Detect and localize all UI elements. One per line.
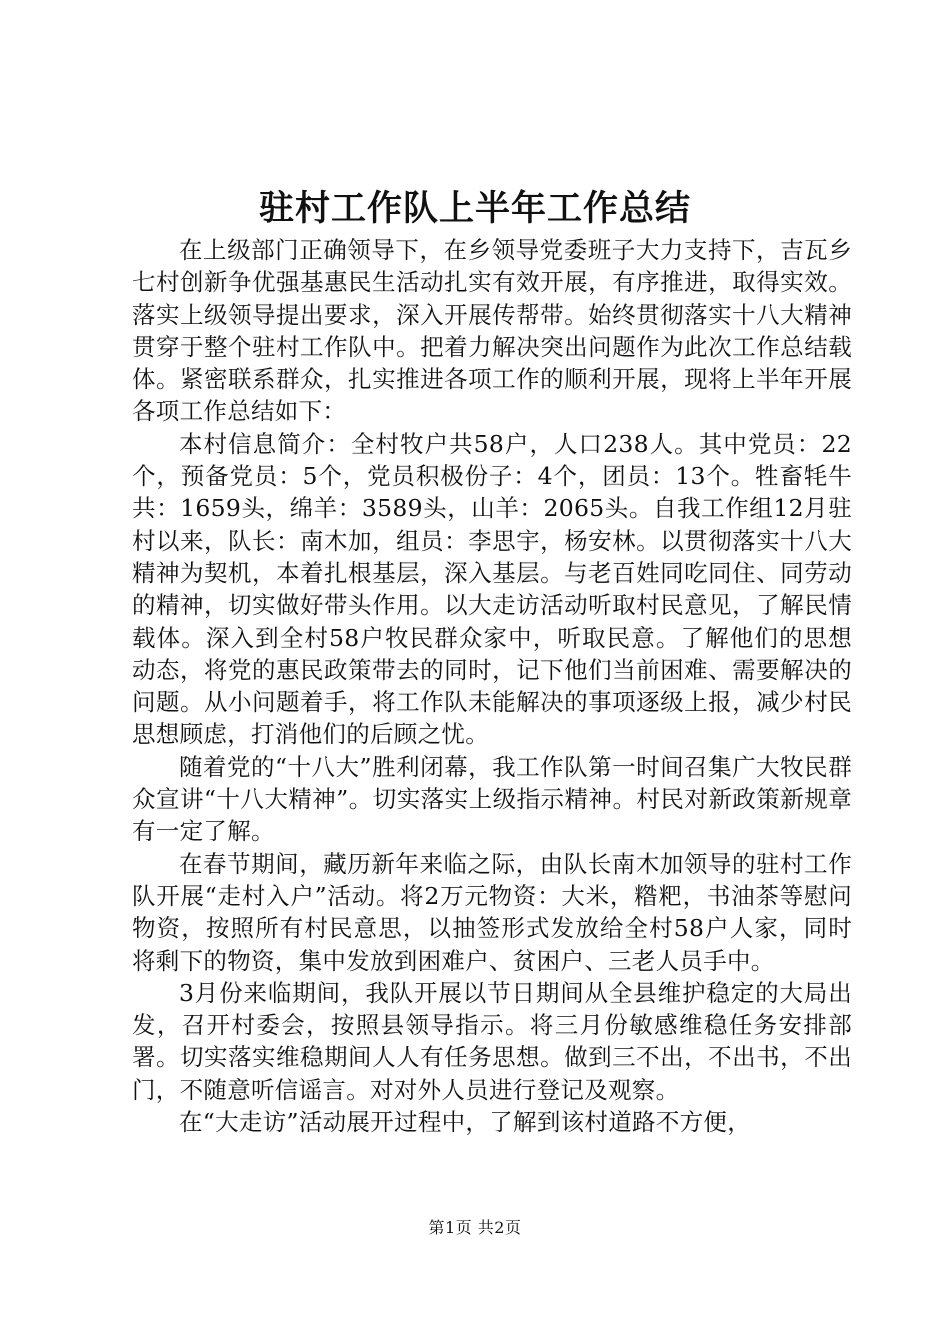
paragraph-spring-festival: 在春节期间，藏历新年来临之际，由队长南木加领导的驻村工作队开展“走村入户”活动。将2万元物资：大米，糌粑，书油茶等慰问物资，按照所有村民意思，以抽签形式发放给全村58户人家，同时将剩下的物资，集中发放到困难户、贫困户、三老人员手中。 [132, 849, 852, 975]
paragraph-march-stability: 3月份来临期间，我队开展以节日期间从全县维护稳定的大局出发，召开村委会，按照县领导指示。将三月份敏感维稳任务安排部署。切实落实维稳期间人人有任务思想。做到三不出，不出书，不出门，不随意听信谣言。对对外人员进行登记及观察。 [132, 978, 852, 1104]
document-title: 驻村工作队上半年工作总结 [258, 188, 691, 229]
paragraph-intro: 在上级部门正确领导下，在乡领导党委班子大力支持下，吉瓦乡七村创新争优强基惠民生活动扎实有效开展，有序推进，取得实效。落实上级领导提出要求，深入开展传帮带。始终贯彻落实十八大精神贯穿于整个驻村工作队中。把着力解决突出问题作为此次工作总结载体。紧密联系群众，扎实推进各项工作的顺利开展，现将上半年开展各项工作总结如下： [132, 236, 852, 426]
paragraph-big-visit: 在“大走访”活动展开过程中，了解到该村道路不方便， [179, 1108, 752, 1137]
document-body [132, 234, 852, 1138]
page-number-footer: 第1页 共2页 [428, 1218, 522, 1237]
paragraph-eighteenth-congress: 随着党的“十八大”胜利闭幕，我工作队第一时间召集广大牧民群众宣讲“十八大精神”。切实落实上级指示精神。村民对新政策新规章有一定了解。 [132, 752, 852, 846]
paragraph-village-info: 本村信息简介：全村牧户共58户，人口238人。其中党员：22个，预备党员：5个，党员积极份子：4个，团员：13个。牲畜牦牛共：1659头，绵羊：3589头，山羊：2065头。自我工作组12月驻村以来，队长：南木加，组员：李思宇，杨安林。以贯彻落实十八大精神为契机，本着扎根基层，深入基层。与老百姓同吃同住、同劳动的精神，切实做好带头作用。以大走访活动听取村民意见，了解民情载体。深入到全村58户牧民群众家中，听取民意。了解他们的思想动态，将党的惠民政策带去的同时，记下他们当前困难、需要解决的问题。从小问题着手，将工作队未能解决的事项逐级上报，减少村民思想顾虑，打消他们的后顾之忧。 [132, 429, 852, 749]
